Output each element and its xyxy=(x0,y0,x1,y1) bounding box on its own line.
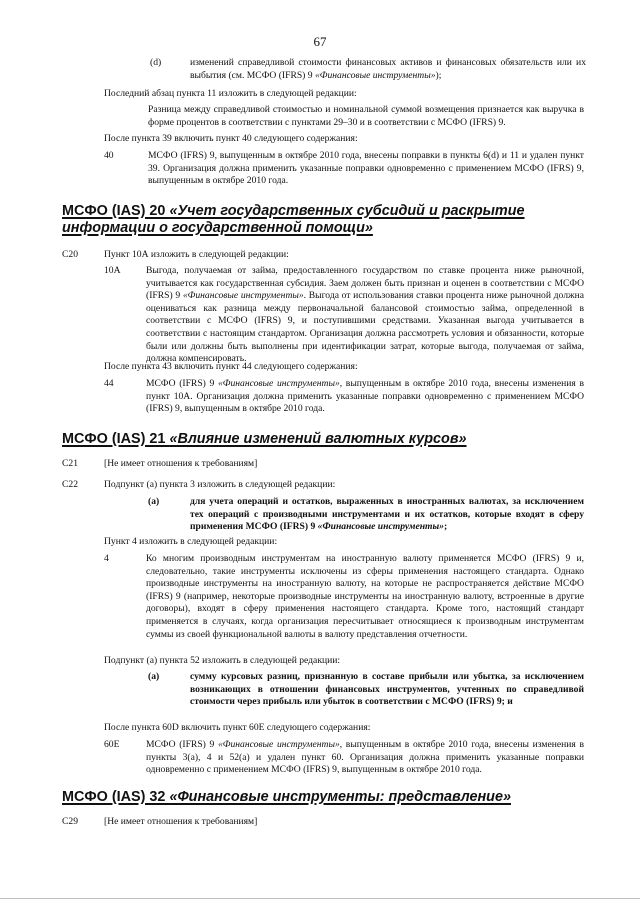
c29-ref: C29 xyxy=(62,816,78,827)
c21-text: [Не имеет отношения к требованиям] xyxy=(104,458,258,469)
c22-item-a-label: (а) xyxy=(148,496,160,507)
intro-paragraph-40: После пункта 39 включить пункт 40 следующего содержания: xyxy=(104,133,358,144)
ias-32-heading: МСФО (IAS) 32 «Финансовые инструменты: представление» xyxy=(62,789,511,805)
paragraph-40-text: МСФО (IFRS) 9, выпущенным в октябре 2010 года, внесены поправки в пункты 6(d) и 11 и удален пункт 39. Организация должна применить указанные поправки одновременно с применением МСФО (IFRS) 9, выпущенным в октябре 2010 года. xyxy=(148,150,584,187)
c20-intro: Пункт 10А изложить в следующей редакции: xyxy=(104,249,289,260)
c22-ref: C22 xyxy=(62,479,78,490)
paragraph-60e-label: 60E xyxy=(104,739,120,750)
ias-20-heading: МСФО (IAS) 20 «Учет государственных субсидий и раскрытие информации о государственной помощи» xyxy=(62,203,525,236)
page-number: 67 xyxy=(313,34,327,49)
intro-last-para-11: Последний абзац пункта 11 изложить в следующей редакции: xyxy=(104,88,357,99)
paragraph-11-text: Разница между справедливой стоимостью и номинальной суммой возмещения признается как выручка в форме процентов в соответствии с пунктами 29–30 и в соответствии с МСФО (IFRS) 9. xyxy=(148,104,584,128)
c22-intro: Подпункт (а) пункта 3 изложить в следующей редакции: xyxy=(104,479,336,490)
paragraph-4-label: 4 xyxy=(104,553,109,564)
intro-paragraph-44: После пункта 43 включить пункт 44 следующего содержания: xyxy=(104,361,358,372)
ias-21-heading: МСФО (IAS) 21 «Влияние изменений валютных курсов» xyxy=(62,431,467,447)
intro-paragraph-4: Пункт 4 изложить в следующей редакции: xyxy=(104,536,278,547)
paragraph-44-text: МСФО (IFRS) 9 «Финансовые инструменты», выпущенным в октябре 2010 года, внесены изменения в пункт 10А. Организация должна применить указанные поправки одновременно с применением МСФО (IFRS) 9, выпущенным в октябре 2010 года. xyxy=(146,378,584,415)
c21-ref: C21 xyxy=(62,458,78,469)
item-d-text: изменений справедливой стоимости финансовых активов и финансовых обязательств или их выбытия (см. МСФО (IFRS) 9 «Финансовые инструменты»); xyxy=(190,57,586,81)
page-bottom-edge xyxy=(0,898,640,899)
paragraph-44-label: 44 xyxy=(104,378,114,389)
paragraph-4-text: Ко многим производным инструментам на иностранную валюту применяется МСФО (IFRS) 9 и, следовательно, такие инструменты исключены из сферы применения настоящего стандарта. Однако производные инструменты на иностранную валюту, на которые не распространяется действие МСФО (IFRS) 9 (например, некоторые производные инструменты на иностранную валюту, встроенные в другие договоры), входят в сферу применения настоящего стандарта. Кроме того, настоящий стандарт применяется в случаях, когда организация пересчитывает относящиеся к производным инструментам суммы из своей функциональной валюты в валюту представления отчетности. xyxy=(146,553,584,640)
paragraph-52a-text: сумму курсовых разниц, признанную в составе прибыли или убытка, за исключением возникающих в отношении финансовых инструментов, учтенных по справедливой стоимости через прибыль или убыток в соответствии с МСФО (IFRS) 9; и xyxy=(190,671,584,708)
paragraph-10a-label: 10A xyxy=(104,265,121,276)
paragraph-60e-text: МСФО (IFRS) 9 «Финансовые инструменты», выпущенным в октябре 2010 года, внесены изменения в пункты 3(а), 4 и 52(а) и удален пункт 60. Организация должна применить указанные поправки одновременно с применением МСФО (IFRS) 9, выпущенным в октябре 2010 года. xyxy=(146,739,584,776)
paragraph-40-label: 40 xyxy=(104,150,114,161)
c22-item-a-text: для учета операций и остатков, выраженных в иностранных валютах, за исключением тех операций с производными инструментами и их остатков, которые входят в сферу применения МСФО (IFRS) 9 «Финансовые инструменты»; xyxy=(190,496,584,533)
c29-text: [Не имеет отношения к требованиям] xyxy=(104,816,258,827)
c20-ref: C20 xyxy=(62,249,78,260)
intro-paragraph-60e: После пункта 60D включить пункт 60Е следующего содержания: xyxy=(104,722,371,733)
paragraph-52a-label: (а) xyxy=(148,671,160,682)
item-d-label: (d) xyxy=(150,57,162,68)
paragraph-10a-text: Выгода, получаемая от займа, предоставленного государством по ставке процента ниже рыночной, учитывается как государственная субсидия. Заем должен быть признан и оценен в соответствии с МСФО (IFRS) 9 «Финансовые инструменты». Выгода от использования ставки процента ниже рыночной должна оцениваться как разница между первоначальной балансовой стоимостью займа, определенной в соответствии с МСФО (IFRS) 9, и поступившими средствами. Указанная выгода учитывается в соответствии с настоящим стандартом. Организация должна рассмотреть условия и обязанности, которые были или должны быть выполнены при идентификации затрат, которые выгода, получаемая от займа, должна компенсировать. xyxy=(146,265,585,365)
intro-paragraph-52: Подпункт (а) пункта 52 изложить в следующей редакции: xyxy=(104,655,341,666)
